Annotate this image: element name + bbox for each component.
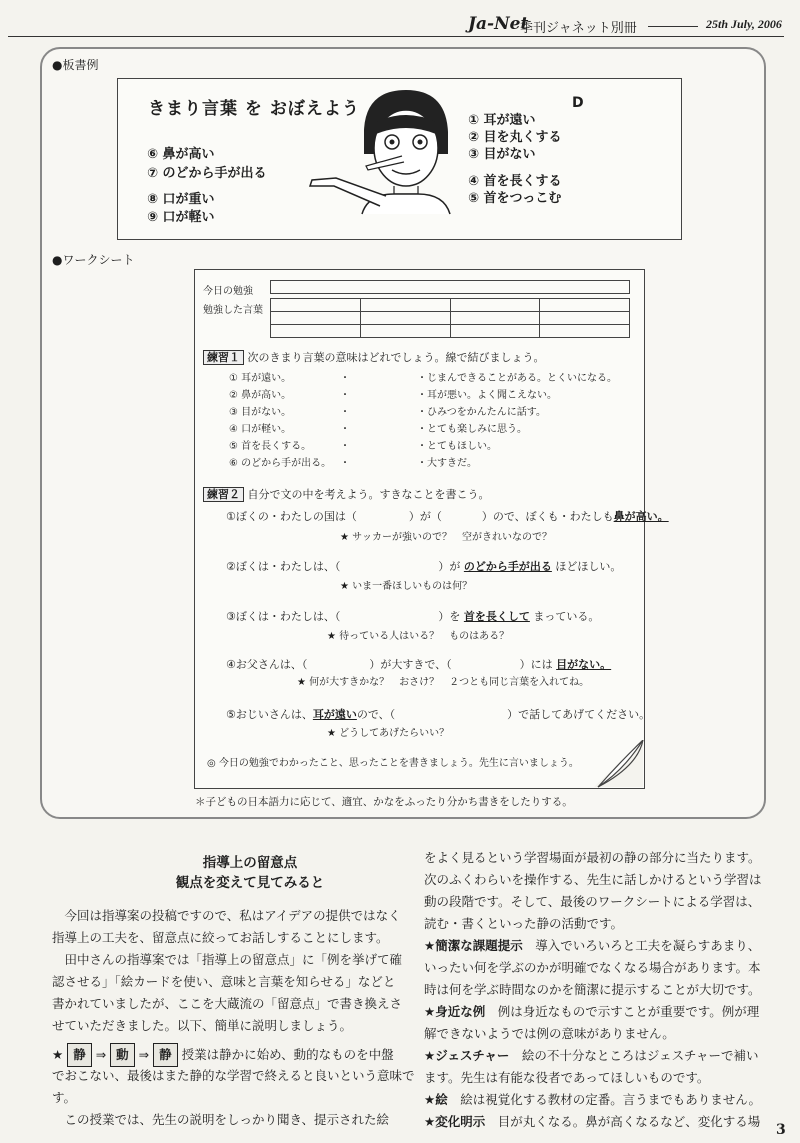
ex2-question-4[interactable]: ④お父さんは、（ ）が大すきで、（ ）には 目がない。 [226,658,612,671]
page-curl-icon [594,740,644,788]
studied-words-table [270,298,630,338]
exercise-2-instruction: 自分で文の中を考えよう。すきなことを書こう。 [247,488,490,501]
table-cell[interactable] [271,299,361,312]
table-cell[interactable] [540,325,630,338]
ex1-left-item: ③ 目がない。 [229,407,292,418]
ex1-left-item: ④ 口が軽い。 [229,424,292,435]
studied-label: 勉強した言葉 [203,305,263,316]
ex1-right-item[interactable]: ・とてもほしい。 [417,441,497,452]
table-cell[interactable] [450,299,540,312]
ex1-left-item: ② 鼻が高い。 [229,390,292,401]
ex1-right-item[interactable]: ・とても楽しみに思う。 [417,424,527,435]
ex1-dot[interactable]: ・ [340,390,350,401]
header-rule [648,26,698,27]
exercise-1-header [203,349,545,365]
table-cell[interactable] [540,299,630,312]
ex2-question-5[interactable]: ⑤おじいさんは、耳が遠いので、（ ）で話してあげてください。 [226,708,651,721]
table-cell[interactable] [450,325,540,338]
board-item: ⑤ 首をつっこむ [468,191,562,206]
ex1-right-item[interactable]: ・大すきだ。 [417,458,477,469]
ex1-dot[interactable]: ・ [340,441,350,452]
ex1-dot[interactable]: ・ [340,424,350,435]
ex1-left-item: ① 耳が遠い。 [229,373,292,384]
board-item: ④ 首を長くする [468,174,562,189]
board-item: ⑦ のどから手が出る [147,166,267,181]
worksheet-note: ＊子どもの日本語力に応じて、適宜、かなをふったり分かち書きをしたりする。 [195,796,573,808]
article-left-text: 今回は指導案の投稿ですので、私はアイデアの提供ではなく 指導上の工夫を、留意点に絞ってお話しすることにします。 田中さんの指導案では「指導上の留意点」に「例を挙げて確 認させる」「絵カードを使い、意味と言葉を知らせる」などと 書かれていましたが、ここを大蔵流の「留意点」で書き換えさ せていただきました。以下、簡単に説明しましょう。 [52,908,403,1033]
point-item: ★身近な例 例は身近なもので示すことが重要です。例が理 [424,1004,760,1019]
ex1-dot[interactable]: ・ [340,373,350,384]
ex2-hint-4: ★ 何が大すきかな？ おさけ？ ２つとも同じ言葉を入れてね。 [297,677,590,688]
flow-step: 静 [67,1043,92,1067]
page-number: 3 [776,1122,786,1138]
exercise-1-tag: 練習１ [203,350,244,365]
header-divider [8,36,784,37]
point-item: ★変化明示 目が丸くなる。鼻が高くなるなど、変化する場 [424,1114,761,1129]
ex1-dot[interactable]: ・ [340,458,350,469]
ex1-left-item: ⑤ 首を長くする。 [229,441,312,452]
flow-text: でおこない、最後はまた静的な学習で終えると良いという意味です。 この授業では、先生の説明をしっかり聞き、提示された絵 [52,1068,415,1127]
table-cell[interactable] [450,312,540,325]
board-item: ⑥ 鼻が高い [147,147,215,162]
ex1-left-item: ⑥ のどから手が出る。 [229,458,332,469]
article-right-text: をよく見るという学習場面が最初の静の部分に当たります。 次のふくわらいを操作する、先生に話しかけるという学習は 動の段階です。そして、最後のワークシートによる学習は、 読む・書くといった静の活動です。 ★簡潔な課題提示 導入でいろいろと工夫を凝らすあまり、 いったい何を学ぶのかが明確でなくなる場合があります。本 時は何を学ぶ時間なのかを簡潔に提示することが大切です。 ★身近な例 例は身近なもので示すことが重要です。例が理 解できないようでは例の意味がありません。 ★ジェスチャー 絵の不十分なところはジェスチャーで補い ます。先生は有能な役者であってほしいものです。 ★絵 絵は視覚化する教材の定番。言うまでもありません。 ★変化明示 目が丸くなる。鼻が高くなるなど、変化する場 [424,847,784,1133]
today-label: 今日の勉強 [203,286,253,297]
board-item: ① 耳が遠い [468,113,536,128]
point-item: ★簡潔な課題提示 導入でいろいろと工夫を凝らすあまり、 [424,938,761,953]
ex1-right-item[interactable]: ・耳が悪い。よく聞こえない。 [417,390,557,401]
table-cell[interactable] [360,325,450,338]
exercise-1-instruction: 次のきまり言葉の意味はどれでしょう。線で結びましょう。 [247,351,545,364]
point-item: ★絵 絵は視覚化する教材の定番。言うまでもありません。 [424,1092,761,1107]
ex2-hint-5: ★ どうしてあげたらいい？ [327,728,450,739]
ex2-hint-2: ★ いま一番ほしいものは何？ [340,581,473,592]
table-cell[interactable] [271,325,361,338]
board-item: ② 目を丸くする [468,130,562,145]
article-title: 指導上の留意点 [202,855,298,871]
table-cell[interactable] [360,299,450,312]
journal-logo: Ja-Net [468,14,529,34]
board-item: ③ 目がない [468,147,536,162]
girl-illustration [306,82,466,218]
ex2-question-1[interactable]: ①ぼくの・わたしの国は（ ）が（ ）ので、ぼくも・わたしも鼻が高い。 [226,510,669,523]
flow-line: ★ 静 ⇒ 動 ⇒ 静 授業は静かに始め、動的なものを中盤 [52,1043,432,1067]
board-item: ⑧ 口が重い [147,192,215,207]
board-marker: D [572,95,584,111]
worksheet-closing: ◎ 今日の勉強でわかったこと、思ったことを書きましょう。先生に言いましょう。 [207,758,579,769]
ex2-question-3[interactable]: ③ぼくは・わたしは、（ ）を 首を長くして まっている。 [226,610,600,623]
board-item: ⑨ 口が軽い [147,210,215,225]
ex2-hint-3: ★ 待っている人はいる？ ものはある？ [327,631,510,642]
board-section-label: ●板書例 [52,58,99,72]
article-subtitle: 観点を変えて見てみると [175,875,325,891]
issue-date: 25th July, 2006 [706,17,782,31]
ex1-right-item[interactable]: ・じまんできることがある。とくいになる。 [417,373,617,384]
ex2-hint-1: ★ サッカーが強いので？ 空がきれいなので？ [340,532,552,543]
table-cell[interactable] [360,312,450,325]
ex1-dot[interactable]: ・ [340,407,350,418]
table-cell[interactable] [271,312,361,325]
ex1-right-item[interactable]: ・ひみつをかんたんに話す。 [417,407,546,418]
journal-title: 季刊ジャネット別冊 [520,21,637,36]
flow-step: 静 [153,1043,178,1067]
ex2-question-2[interactable]: ②ぼくは・わたしは、（ ）が のどから手が出る ほどほしい。 [226,560,622,573]
board-title: きまり言葉 を おぼえよう [148,99,360,119]
flow-step: 動 [110,1043,135,1067]
exercise-2-tag: 練習２ [203,487,244,502]
table-cell[interactable] [540,312,630,325]
point-item: ★ジェスチャー 絵の不十分なところはジェスチャーで補い [424,1048,759,1063]
today-input[interactable] [270,280,630,294]
exercise-2-header [203,486,490,502]
worksheet-section-label: ●ワークシート [52,253,135,267]
